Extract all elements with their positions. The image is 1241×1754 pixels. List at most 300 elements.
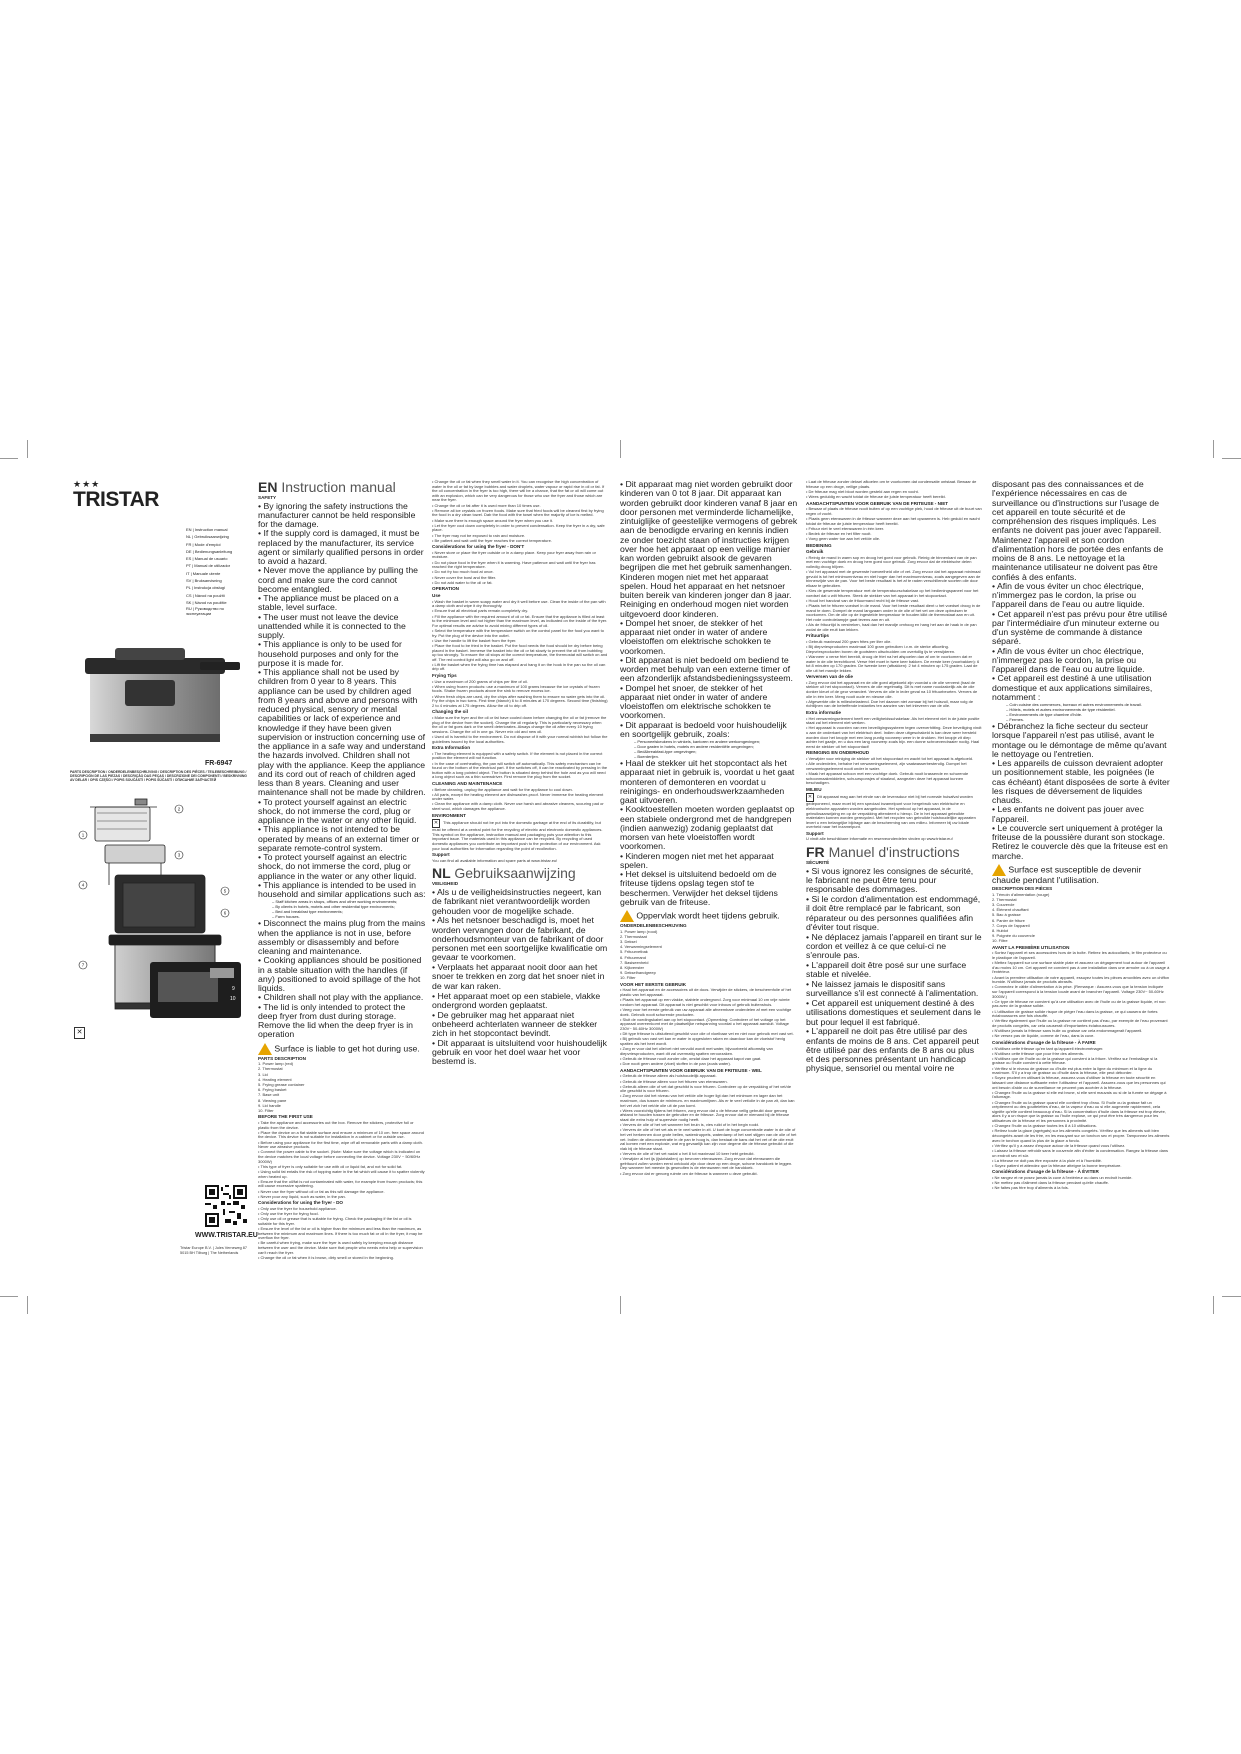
cleaning-item: • Alle onderdelen, behalve het verwarmingselement, zijn vaatwasserbestendig. Dompel het verwarmingselement nooit onder in water. <box>806 761 967 771</box>
environment-body: This appliance should not be put into the domestic garbage at the end of its durability, but must be offered at a central point for the recycling of electric and electronic domestic appliances. This symbol on the appliance, instruction manual and packaging puts your attention to this important issue. The materials used in this appliance can be recycled. By recycling of used domestic appliances you contribute an important push to the protection of our environment. Ask your local authorities for information regarding the point of recollection. <box>432 820 603 851</box>
do-item: • Gebruik de friteuse alleen voor het frituren van etenswaren. <box>620 1078 728 1084</box>
cleaning-heading: CLEANING AND MAINTENANCE <box>432 780 503 786</box>
use-item: • Lift the basket when the frying time has elapsed and hang it on the hook in the pan so the oil can drip off. <box>432 661 606 672</box>
do-item: • N'utilisez que de l'huile ou de la graisse qui convient à la friture. Vérifiez sur l'emballage si la graisse ou l'huile convient à cette friteuse. <box>992 1055 1158 1066</box>
do-item: • Changez l'huile ou la graisse quand elle contient trop d'eau. Si l'huile ou la graisse fait un crépitement ou des gouttelettes d'eau, de la vapeur d'eau ou si elle augmente rapidement, cela signifie qu'elle contient beaucoup d'eau. Si la concentration d'huile dans la friteuse est trop élevée, alors il y a un risque que la graisse ou l'huile explose, ce qui peut être très dangereux pour les utilisateurs de la friteuse et les personnes à proximité. <box>992 1099 1166 1123</box>
do-item: • Remove all ice crystals on frozen foods. Make sure that fried foods will be cleaned first by frying the food in a dry clean towel. Dab the food with the towel when the majority of ice is melted. <box>432 507 604 518</box>
safety-item: • L'appareil doit être posé sur une surface stable et nivelée. <box>806 959 967 980</box>
frying-tips-heading: Frying Tips <box>432 673 457 679</box>
model-number: FR-6947 <box>205 760 233 767</box>
crop-mark <box>620 440 621 458</box>
frying-tip: • Use a maximum of 200 grams of chips per litre of oil. <box>432 678 528 684</box>
changing-oil-heading: Verversen van de olie <box>806 674 853 680</box>
do-item: • Changez l'huile ou la graisse si elle est brune, si elle sent mauvais ou si de la fumée se dégage à l'allumage. <box>992 1089 1167 1100</box>
safety-item: • Het deksel is uitsluitend bedoeld om de friteuse tijdens opslag tegen stof te beschermen. Verwijder het deksel tijdens gebruik van de friteuse. <box>620 869 778 907</box>
do-item: • Gebruik alleen olie of vet dat geschikt is voor frituren. Controleer op de verpakking of het vet/de olie geschikt is voor frituren. <box>620 1083 792 1094</box>
dont-heading: Considerations for using the fryer - DON'T <box>432 544 525 550</box>
hot-surface-warning <box>992 864 1170 885</box>
parts-item: 7. Basiseenheid <box>620 959 649 965</box>
support-heading: Support <box>806 830 824 836</box>
do-item: • Ensure the level of the fat or oil is higher than the minimum and less than the maximum, as between the minimum and maximum lines. If there is too much fat or oil in the fryer, it may be overflow the fryer. <box>258 1226 423 1241</box>
parts-item: 2. Thermostaat <box>620 933 647 939</box>
parts-caption: PARTS DESCRIPTION / ONDERDELENBESCHRIJVING / DESCRIPTION DES PIÈCES / TEILEBESCHREIBUNG / DESCRIPCIÓN DE LAS PIEZAS / DESCRIÇÃO DAS PEÇAS / DESCRIZIONE DEI COMPONENTI / BESKRIVNING AV DELAR / OPIS CZĘŚCI / POPIS SOUČÁSTÍ / POPIS SÚČASTÍ / ОПИСАНИЕ ЗАПЧАСТЕЙ <box>70 770 247 783</box>
section-heading-fr <box>806 845 982 860</box>
crop-mark <box>1222 458 1241 459</box>
use-item: • Fill the appliance with the required amount of oil or fat. Ensure that the appliance is filled at least to the minimum level and not higher than the maximum level, as indicated on the inside of the fryer. For optimal results we advise to avoid mixing different types of oil. <box>432 613 608 628</box>
language-item: EN | Instruction manual <box>186 527 228 532</box>
do-item: • The fryer may not be exposed to rain and moisture. <box>432 532 526 538</box>
do-item: • Wees voorzichtig tijdens het frituren, zorg ervoor dat u de friteuse veilig gebruikt door genoeg afstand te houden tussen de gebruiker en de friteuse. Zorg ervoor dat er niemand bij de friteuse staat die extra hulp of supervisie nodig heeft. <box>620 1107 790 1123</box>
dont-item: • Bewaar of plaats de friteuse nooit buiten of op een vochtige plek, houd de friteuse uit de buurt van regen of vocht. <box>806 506 982 516</box>
dont-item: • Do not add water to the oil or fat. <box>432 579 493 585</box>
parts-item: 4. Heating element <box>258 1076 292 1082</box>
safety-subitem: – Staff kitchen areas in shops, offices and other working environments; <box>272 899 398 905</box>
use-item: • Place the food to be fried in the basket. Put the food needs the food should be dry before being placed in the basket. Immerse the basket into the oil or fat slowly to prevent the oil from bubbling up too strongly. To ensure the oil stops at the correct temperature, the thermostat will switch on and off. The red control light will also go on and off. <box>432 642 608 662</box>
section-heading-nl <box>432 866 608 881</box>
safety-item: • Dit apparaat is uitsluitend voor huishoudelijk gebruik en voor het doel waar het voor bestemd is. <box>432 1037 607 1067</box>
do-item: • Wees geduldig en wacht totdat de friteuse de juiste temperatuur heeft bereikt. <box>806 493 946 499</box>
crop-mark <box>1213 1296 1214 1314</box>
safety-item: • Cet appareil est uniquement destiné à des utilisations domestiques et seulement dans le but pour lequel il est fabriqué. <box>806 998 981 1027</box>
support-text: U vindt alle beschikbare informatie en reserveonderdelen vinden op www.tristar.eu! <box>806 836 953 842</box>
before-item: • Ensure that the oil/fat is not contaminated with water, for example from frozen products; this will cause excessive spattering. <box>258 1178 423 1189</box>
before-item: • Before using your appliance for the first time, wipe off all removable parts with a damp cloth. Never use abrasive products. <box>258 1139 423 1150</box>
before-item: • Never pour any liquid, such as water, in the pan. <box>258 1193 346 1199</box>
use-item: • Plaats het te frituren voedsel in de mand. Voor het beste resultaat dient u het voedsel droog in de mand te doen. Dompel de mand langzaam onder in de olie of het vet om deze opbruisen te voorkomen. Om de olie op de ingestelde temperatuur te houden klikt de thermostaat aan en uit. Het rode controlelampje gaat tevens aan en uit. <box>806 603 981 622</box>
cleaning-item: • Maak het apparaat schoon met een vochtige doek. Gebruik nooit krassende en schurende schoonmaakmiddelen, schuursponsjes of staalwol, aangezien deze het apparaat kunnen beschadigen. <box>806 770 969 786</box>
safety-item: • This appliance is intended to be used in household and similar applications such as: <box>258 879 426 900</box>
parts-item: 3. Couvercle <box>992 901 1015 907</box>
do-item: • Soyez prudent en utilisant la friteuse, assurez-vous d'utiliser la friteuse en toute sécurité en laissant une distance suffisante entre l'utilisateur et l'appareil. Assurez-vous que les personnes qui ont besoin d'aide ou de surveillance ne peuvent pas accéder à la friteuse. <box>992 1075 1166 1090</box>
dont-item: • Ne faites pas frire trop d'aliments à la fois. <box>992 1185 1069 1191</box>
dont-item: • Ne rangez et ne posez jamais la cuve à l'extérieur ou dans un endroit humide. <box>992 1175 1133 1181</box>
safety-subitem: – Farm houses. <box>272 914 300 920</box>
nl-details <box>620 924 798 1176</box>
footer-address: Tristar Europe B.V. | Jules Verneweg 87 5015 BH Tilburg | The Netherlands <box>180 1246 247 1255</box>
crop-mark <box>1222 1296 1241 1297</box>
extra-item: • In the case of overheating, the pan will switch off automatically. This safety mechanism can be found on the bottom of the electrical part. If the switches off, it can be reactivated by pressing in the button with a long pointed object. The button is situated deep behind the hole and as you will need a long object such as a thin screwdriver. First remove the plug from the socket. <box>432 760 608 780</box>
parts-item: 4. Verwarmingselement <box>620 944 662 950</box>
filter-detail-image <box>148 960 243 1020</box>
use-item: • Wash the basket in warm soapy water and dry it well before use. Clean the inside of the pan with a damp cloth and wipe it dry thoroughly. <box>432 598 606 609</box>
safety-item: • To protect yourself against an electric shock, do not immerse the cord, plug or appliance in the water or any other liquid. <box>258 796 417 826</box>
cleaning-heading: REINIGING EN ONDERHOUD <box>806 750 870 756</box>
do-item: • Change the oil or fat after it is used more than 10 times use. <box>432 502 541 508</box>
do-item: • Change the oil or fat when it is brown, dirty smell or stored in the beginning. <box>258 1254 394 1260</box>
before-item: • Place the device on a flat stable surface and ensure a minimum of 10 cm. free space around the device. This device is not suitable for installation in a cabinet or for outside use. <box>258 1129 424 1140</box>
column-en <box>258 480 426 1310</box>
dont-item: • Plaats geen etenswaren in de friteuse wanneer deze aan het opwarmen is. Heb geduld en wacht totdat de friteuse de juiste temperatuur heeft bereikt. <box>806 515 980 526</box>
warning-text: Oppervlak wordt heet tijdens gebruik. <box>636 910 780 921</box>
safety-item: • Haal de stekker uit het stopcontact als het apparaat niet in gebruik is, voordat u het gaat monteren of demonteren en voordat u reinigings- en onderhoudswerkzaamheden gaat uitvoeren. <box>620 758 795 805</box>
extra-item: • Het apparaat is voorzien van een beveiligingssysteem tegen oververhitting. Deze beveiliging vindt u aan de onderkant van het elektrisch deel. Indien deze uitgeschakeld is kan deze weer hersteld worden door het knopje met een lang puntig voorwerp weer in te drukken. Het knopje zit diep achter het gaatje, en u dus een lang voorwerp zoals bijv. een dunne schroevendraaier nodig. Haal eerst de stekker uit het stopcontact! <box>806 725 982 749</box>
parts-item: 5. Bac à graisse <box>992 912 1021 918</box>
first-use-heading: AVANT LA PREMIÈRE UTILISATION <box>992 944 1070 950</box>
extra-item: • The heating element is equipped with a safety switch. If the element is not placed in the correct position the element will not function. <box>432 750 603 761</box>
do-item: • Make sure there is enough space around the fryer when you use it. <box>432 517 554 523</box>
extra-info-heading: Extra informatie <box>806 710 841 716</box>
cleaning-item: • All parts, except the heating element are dishwasher-proof. Never immerse the heating element under water. <box>432 791 604 802</box>
parts-item: 10. Filter <box>620 975 636 981</box>
safety-item: • Afin de vous éviter un choc électrique, n'immergez pas le cordon, la prise ou l'appareil dans de l'eau ou autre liquide. <box>992 645 1145 674</box>
safety-item: disposant pas des connaissances et de l'expérience nécessaires en cas de surveillance ou d'instructions sur l'usage de cet appareil en toute sécurité et de compréhension des risques impliqués. Les enfants ne doivent pas jouer avec l'appareil. Maintenez l'appareil et son cordon d'alimentation hors de portée des enfants de moins de 8 ans. Le nettoyage et la maintenance utilisateur ne doivent pas être confiés à des enfants. <box>992 480 1164 582</box>
use-item: • Reinig de mand in warm sop en droog het goed voor gebruik. Reinig de binnenkant van de pan met een vochtige doek en droog hem goed voor gebruik. Zorg ervoor dat de elektrische delen volledig droog blijven. <box>806 554 977 570</box>
first-use-item: • Dit type friteuse is uitsluitend geschikt voor olie of vloeibaar vet en niet voor gebruik met vast vet. <box>620 1031 794 1037</box>
safety-subitem: – Coin cuisine des commerces, bureaux et autres environnements de travail. <box>1006 702 1142 707</box>
callout-label: 7 <box>81 962 85 968</box>
first-use-item: • Haal het apparaat en de accessoires uit de doos. Verwijder de stickers, de beschermfolie of het plastic van het apparaat. <box>620 987 792 998</box>
use-heading: Gebruik <box>806 549 824 555</box>
oil-item: • Used oil is harmful to the environment. Do not dispose of it with your normal rubbish but follow the guidelines issued by the local authorities. <box>432 733 608 744</box>
fr-details <box>992 887 1170 1191</box>
weee-icon: ✕ <box>74 1027 85 1039</box>
safety-item: • Kinderen mogen niet met het apparaat spelen. <box>620 850 774 870</box>
section-heading-en <box>258 480 426 495</box>
do-heading: AANDACHTSPUNTEN VOOR GEBRUIK VAN DE FRITEUSE - WEL <box>620 1067 762 1073</box>
safety-list <box>258 502 426 1055</box>
environment-text <box>432 819 608 851</box>
safety-item: • The appliance must be placed on a stable, level surface. <box>258 593 399 613</box>
use-item: • Als de frituurtijd is verstreken, haal dan het mandje omhoog en hang het aan de haak in de pan zodat de olie eruit kan lekken. <box>806 622 977 632</box>
safety-item: • Cet appareil n'est pas prévu pour être utilisé par l'intermédiaire d'un minuteur externe ou d'un système de commande à distance séparé. <box>992 608 1168 647</box>
parts-item: 6. Frituurmand <box>620 954 647 960</box>
use-item: • Ensure that all electrical parts remain completely dry. <box>432 608 529 614</box>
section-title: Gebruiksaanwijzing <box>454 865 576 882</box>
oil-item: • Make sure the fryer and the oil or fat have cooled down before changing the oil or fat (remove the plug of the device from the socket). Change the oil regularly. This is particularly necessary when the oil or fat goes dark or the smell deteriorates. Always change the oil after every 10 frying sessions. Change the oil in one go. Never mix old and new oil. <box>432 715 607 734</box>
dont-item: • Never store or place the fryer outside or in a damp place. Keep your fryer away from rain or moisture. <box>432 549 596 560</box>
callout-label: 10 <box>230 996 236 1002</box>
first-use-item: • Ne versez pas de liquide, comme de l'eau, dans la cuve. <box>992 1033 1095 1039</box>
parts-item: 7. Base unit <box>258 1092 280 1098</box>
first-use-item: • Plaats het apparaat op een vlakke, stabiele ondergrond. Zorg voor minimaal 10 cm vrije ruimte rondom het apparaat. Dit apparaat is niet geschikt voor inbouw of gebruik buitenshuis. <box>620 997 790 1007</box>
safety-item: • Als het netsnoer beschadigd is, moet het worden vervangen door de fabrikant, de onderhoudsmonteur van de fabrikant of door personen met een soortgelijke kwalificatie om gevaar te voorkomen. <box>432 915 608 963</box>
before-item: • Take the appliance and accessories out the box. Remove the stickers, protective foil or plastic from the device. <box>258 1120 414 1130</box>
safety-subitem: – Bed and breakfast type environments; <box>272 909 343 915</box>
do-item: • La friteuse ne doit pas être exposée à la pluie et à l'humidité. <box>992 1157 1103 1163</box>
operation-heading: OPERATION <box>432 586 459 592</box>
environment-heading: ENVIRONMENT <box>432 812 466 818</box>
parts-item: 4. Élément chauffant <box>992 907 1029 913</box>
safety-subitem: – Door gasten in hotels, motels en andere residentiële omgevingen; <box>634 744 754 749</box>
callout-label: 6 <box>223 910 227 916</box>
qr-code <box>205 1185 247 1227</box>
parts-item: 9. Lid handle <box>258 1102 281 1108</box>
safety-list <box>806 867 982 1074</box>
frying-tips-heading: Frituurtips <box>806 633 829 639</box>
parts-item: 5. Frituurvetbak <box>620 949 648 955</box>
warning-icon <box>620 910 634 922</box>
safety-item: • Children shall not play with the appliance. <box>258 992 424 1003</box>
warning-text: Surface is liable to get hot during use. <box>274 1042 420 1053</box>
hot-surface-warning <box>620 910 798 922</box>
dont-item: • Frituur niet te veel etenswaren in één keer. <box>806 525 885 531</box>
oil-item: • Afgewerkte olie is milieubelastend. Doe het daarom niet zomaar bij het huisvuil, maar volg de richtlijnen van de betreffende instanties ten aanzien van het inleveren van de olie. <box>806 698 974 709</box>
safety-item: • To protect yourself against an electric shock, do not immerse the cord, plug or appliance in the water or any other liquid. <box>258 852 417 881</box>
parts-block <box>258 1057 426 1261</box>
do-item: • Vérifiez si le niveau de graisse ou d'huile est plus entre la ligne du minimum et la ligne du maximum. S'il y a trop de graisse ou d'huile dans la friteuse, elle peut déborder. <box>992 1065 1153 1076</box>
dont-heading: Considérations d'usage de la friteuse - À ÉVITER <box>992 1169 1099 1175</box>
language-item: RU | Руководство по эксплуатации <box>186 606 224 617</box>
callout-label: 5 <box>223 888 227 894</box>
safety-item: • Si le cordon d'alimentation est endommagé, il doit être remplacé par le fabricant, son réparateur ou des personnes qualifiées afin d'éviter tout risque. <box>806 894 981 932</box>
do-item: • Laissez la friteuse refroidir sans le couvercle afin d'éviter la condensation. Rangez la friteuse dans un endroit sec et sûr. <box>992 1147 1169 1158</box>
do-heading: Considérations d'usage de la friteuse - À FAIRE <box>992 1039 1096 1045</box>
crop-mark <box>1213 440 1214 458</box>
changing-oil-heading: Changing the oil <box>432 709 468 715</box>
first-use-item: • Doe nooit geen andere (vloei) stoffen in de pan (zoals water). <box>620 1061 731 1067</box>
safety-item: • L'appareil ne doit pas être utilisé par des enfants de moins de 8 ans. Cet appareil peut être utilisé par des enfants de 8 ans ou plus et des personnes présentant un handicap physique, sensoriel ou mental voire ne <box>806 1026 979 1074</box>
dont-item: • Ne mettez pas d'aliment dans la friteuse pendant qu'elle chauffe. <box>992 1180 1109 1186</box>
before-item: • This type of fryer is only suitable for use with oil or liquid fat, and not for solid fat. <box>258 1163 403 1169</box>
warning-icon <box>258 1043 272 1055</box>
safety-list <box>432 888 608 1067</box>
safety-item: • Les appareils de cuisson devraient adopter un positionnement stable, les poignées (le cas échéant) étant disposées de sorte à éviter les risques de déversement de liquides chauds. <box>992 758 1170 805</box>
use-item: • Select the temperature with the temperature switch on the control panel for the food you want to fry. Put the plug of the device into the outlet. <box>432 627 604 638</box>
dont-heading: AANDACHTSPUNTEN VOOR GEBRUIK VAN DE FRITEUSE - NIET <box>806 500 949 506</box>
column-nl-fr <box>806 480 982 1310</box>
column-nl-continued <box>620 480 798 1310</box>
safety-list <box>992 480 1170 885</box>
before-item: • Using solid fat entails the risk of topping water in the fat which will cause it to spatter violently when heated up. <box>258 1168 425 1179</box>
callout-label: 4 <box>81 882 85 888</box>
language-item: PL | Instrukcja obsługi <box>186 585 225 591</box>
parts-item: 1. Témoin d'alimentation (rouge) <box>992 891 1050 897</box>
safety-item: • This appliance shall not be used by children from 0 year to 8 years. This appliance can be used by children aged from 8 years and above and persons with reduced physical, sensory or mental capabilities or lack of experience and knowledge if they have been given supervision or instruction concerning use of the appliance in a safe way and understand the hazards involved. Children shall not play with the appliance. Keep the appliance and its cord out of reach of children aged less than 8 years. Cleaning and user maintenance shall not be made by children. <box>258 667 426 798</box>
parts-item: 1. Power lamp (rood) <box>620 928 658 934</box>
lang-code: NL <box>432 865 451 882</box>
do-item: • Verwijder al het ijs (ijskristallen) op bevroren etenswaren. Zorg ervoor dat etenswaren die gefrituurd zullen worden eerst ontdooid zijn door deze op een droge, schone handdoek te leggen. Dep wanneer het meeste ijs gesmolten is de etenswaren met de handdoek. <box>620 1156 793 1171</box>
frying-tip: • When using frozen products: use a maximum of 100 grams because the ice crystals of frozen foods. Shake frozen products above the sink to remove excess ice. <box>432 683 600 694</box>
callout-label: 9 <box>232 986 235 992</box>
safety-item: • Never move the appliance by pulling the cord and make sure the cord cannot become entangled. <box>258 565 418 594</box>
do-item: • Change the oil or fat when they smell water in it. You can recognise the high concentration of water in the oil or fat by large bubbles and water droplets, water vapour or rapid rise in oil or fat. If the oil concentration in the fryer is too high, there will be a chance, that the fat or oil will come out with an explosion, which can be very dangerous for those who use the fryer and those which are near the fryer. <box>432 480 605 503</box>
safety-list <box>620 480 798 922</box>
callout-label: 2 <box>177 806 181 812</box>
parts-item: 2. Thermostat <box>992 896 1017 902</box>
safety-item: • Cooking appliances should be positioned in a stable situation with the handles (if any) positioned to avoid spillage of the hot liquids. <box>258 955 422 994</box>
language-item: FR | Mode d'emploi <box>186 541 221 547</box>
do-item: • Retirez toute la glace (agrégats) sur les aliments congelés. Vérifiez que les aliments soit bien décongelés avant de les frire, en les essuyant sur un torchon sec et propre. Tamponnez les aliments avec le torchon quand la plus de la glace a fondu. <box>992 1128 1170 1143</box>
frying-tip: • Bij diepvriesproducten maximaal 100 gram gebruiken i.v.m. de sterke afkoeling. Diepvriesproducten boven de gootsteen uitschudden om overtollig ijs te verwijderen. <box>806 644 956 654</box>
parts-item: 10. Filtre <box>992 938 1008 944</box>
safety-item: • By ignoring the safety instructions the manufacturer cannot be held responsible for the damage. <box>258 500 416 530</box>
safety-item: • This appliance is only to be used for household purposes and only for the purpose it is made for. <box>258 639 402 668</box>
safety-item: • Het apparaat moet op een stabiele, vlakke ondergrond worden geplaatst. <box>432 990 601 1010</box>
parts-item: 7. Corps de l'appareil <box>992 922 1030 928</box>
first-use-item: • Avant la première utilisation de votre appareil, essuyez toutes les pièces amovibles avec un chiffon humide. N'utilisez jamais de produits abrasifs. <box>992 974 1170 985</box>
dont-item: • Never cover the bowl and the filter. <box>432 574 497 580</box>
product-image <box>70 640 250 750</box>
do-item: • Ververs de olie of het vet wanneer het bruin is, vies ruikt of in het begin rookt. <box>620 1122 760 1128</box>
environment-text <box>806 793 982 830</box>
weee-icon: ✕ <box>807 794 813 801</box>
language-item: PT | Manual de utilizador <box>186 563 231 569</box>
support-heading: Support <box>432 852 450 858</box>
first-use-item: • Sluit de voedingskabel aan op het stopcontact. (Opmerking: Controleer of het voltage op het apparaat overeenkomt met de plaatselijke netspanning voordat u het apparaat aansluit. Voltage 230V~ 50-60Hz 3000W) <box>620 1016 790 1031</box>
safety-item: • Débranchez la fiche secteur du secteur lorsque l'appareil n'est pas utilisé, avant le montage ou le démontage de même qu'avant le nettoyage ou l'entretien. <box>992 721 1167 759</box>
parts-item: 10. Filter <box>258 1107 274 1113</box>
first-use-item: • Veeg voor het eerste gebruik van uw apparaat alle afneembare onderdelen af met een vochtige doek. Gebruik nooit schurende producten. <box>620 1007 792 1017</box>
safety-subitem: – Bed&breakfast-type omgevingen; <box>634 749 697 754</box>
dont-item: • Voeg geen water toe aan het vet/de olie. <box>806 536 881 542</box>
safety-item: • Les enfants ne doivent pas jouer avec l'appareil. <box>992 804 1144 824</box>
cleaning-item: • Clean the appliance with a damp cloth. Never use harsh and abrasive cleaners, scouring pad or steel wool, which damages the appliance. <box>432 801 604 812</box>
safety-item: • Dit apparaat is bedoeld voor huishoudelijk en soortgelijk gebruik, zoals: <box>620 719 787 739</box>
brand-logo <box>73 480 183 511</box>
safety-subitem: – Environnements de type chambre d'hôte. <box>1006 712 1083 717</box>
language-item: CS | Návod na použití <box>186 592 225 598</box>
safety-subitem: – By clients in hotels, motels and other residential type environments; <box>272 904 395 910</box>
environment-body: Dit apparaat mag aan het einde van de levensduur niet bij het normale huisafval worden gedeponeerd, maar moet bij een speciaal inzamelpunt voor hergebruik van elektrische en elektronische apparaten worden aangeboden. Het symbool op het apparaat, in de gebruiksaanwijzing en op de verpakking attendeert u hierop. De in het apparaat gebruikte materialen kunnen worden gerecycled. Met het recyclen van gebruikte huishoudelijke apparaten levert u een belangrijke bijdrage aan de bescherming van ons milieu. Informeer bij uw lokale overheid naar het inzamelpunt. <box>806 794 976 830</box>
warning-text: Surface est susceptible de devenir chaude pendant l'utilisation. <box>992 864 1142 885</box>
use-item: • Kies de gewenste temperatuur met de temperatuurschakelaar op het bedieningspaneel voor het voedsel dat u wilt frituren. Steek de stekker van het apparaat in het stopcontact. <box>806 588 979 598</box>
parts-item: 8. Kijkvenster <box>620 964 645 970</box>
safety-subitem: – Personeelskeukens in winkels, kantoren en andere werkomgevingen; <box>634 739 761 744</box>
do-item: • Soyez patient et attendez que la friteuse atteigne la bonne température. <box>992 1162 1122 1168</box>
callout-label: 3 <box>177 852 181 858</box>
parts-item: 3. Deksel <box>620 938 637 944</box>
safety-item: • Ne déplacez jamais l'appareil en tirant sur le cordon et veillez à ce que celui-ci ne s'enroule pas. <box>806 931 982 961</box>
parts-item: 1. Power lamp (red) <box>258 1061 294 1067</box>
safety-item: • Cet appareil est destiné à une utilisation domestique et aux applications similaires, notamment : <box>992 673 1153 702</box>
do-item: • N'utilisez cette friteuse qu'en tant qu'appareil électroménager. <box>992 1045 1104 1051</box>
safety-item: • This appliance is not intended to be operated by means of an external timer or separate remote-control system. <box>258 824 420 853</box>
safety-item: • Ne laissez jamais le dispositif sans surveillance s'il est connecté à l'alimentation. <box>806 979 979 999</box>
do-item: • Changez l'huile ou la graisse toutes les 8 à 10 utilisations. <box>992 1123 1097 1129</box>
parts-heading: DESCRIPTION DES PIÈCES <box>992 886 1053 891</box>
do-item: • Ververs de olie of het vet als er te veel water in zit. U kunt de hoge concentratie water in de olie of het vet herkennen door grote bellen, waterdruppels, waterdamp of het snel stijgen van de olie of het vet. Indien de olieconcentratie in de pan te hoog is, dan bestaat de kans dat het vet of de olie eruit zal komen met een explosie, wat erg gevaarlijk kan zijn voor degene die de friteuse gebruikt of die vlak bij de friteuse staat. <box>620 1127 797 1151</box>
language-item: SV | Bruksanvisning <box>186 578 222 584</box>
first-use-item: • Vérifiez également que l'huile ou la graisse ne contient pas d'eau, par exemple de l'eau provenant de produits congelés, car cela causerait d'importantes éclaboussures. <box>992 1018 1168 1028</box>
do-item: • Let the fryer cool down completely in order to prevent condensation. Keep the fryer in a dry, safe place. <box>432 522 605 533</box>
do-item: • Only use the fryer for frying food. <box>258 1211 319 1217</box>
do-item: • De friteuse mag niet bloot worden gesteld aan regen en vocht. <box>806 488 919 494</box>
operation-heading: BEDIENING <box>806 542 832 548</box>
safety-item: • Dompel het snoer, de stekker of het apparaat niet onder in water of andere vloeistoffen om elektrische schokken te voorkomen. <box>620 682 771 721</box>
safety-subitem: – Hôtels, motels et autres environnements de type résidentiel. <box>1006 707 1116 712</box>
parts-item: 8. Viewing pane <box>258 1097 287 1103</box>
column-en-continued <box>432 480 608 1310</box>
safety-heading: SÉCURITÉ <box>806 860 830 866</box>
footer-website: WWW.TRISTAR.EU <box>195 1232 258 1239</box>
first-use-heading: VOOR HET EERSTE GEBRUIK <box>620 981 687 987</box>
dont-item: • Bedek de friteuse en het filter nooit. <box>806 530 872 536</box>
support-text: You can find all available information and spare parts at www.tristar.eu! <box>432 857 558 863</box>
first-use-item: • Connectez le câble d'alimentation à la prise. (Remarque : Assurez-vous que la tension indiquée sur l'appareil correspond à la tension locale avant de brancher l'appareil. Voltage 230V~ 50-60Hz 3000W.) <box>992 984 1164 999</box>
safety-item: • The user must not leave the device unattended while it is connected to the supply. <box>258 611 406 641</box>
do-item: • Gebruik de friteuse alleen als huishoudelijk apparaat. <box>620 1073 717 1079</box>
dont-item: • Do not place food in the fryer when it is warming. Have patience and wait until the fryer has reached the right temperature. <box>432 559 596 570</box>
crop-mark <box>27 440 28 458</box>
first-use-item: • L'utilisation de graisse solide risque de piéger l'eau dans la graisse, ce qui causera de fortes éclaboussures une fois chauffé. <box>992 1008 1158 1019</box>
section-title: Instruction manual <box>281 480 396 495</box>
safety-item: • Afin de vous éviter un choc électrique, n'immergez pas le cordon, la prise ou l'appareil dans de l'eau ou autre liquide. <box>992 580 1145 610</box>
safety-item: • Verplaats het apparaat nooit door aan het snoer te trekken en zorg dat het snoer niet in de war kan raken. <box>432 962 605 991</box>
parts-item: 9. Poignée du couvercle <box>992 933 1035 939</box>
safety-item: • Kooktoestellen moeten worden geplaatst op een stabiele ondergrond met de handgrepen (indien aanwezig) zodanig geplaatst dat morsen van hete vloeistoffen wordt voorkomen. <box>620 804 795 852</box>
do-item: • N'utilisez cette friteuse que pour frire des aliments. <box>992 1050 1084 1056</box>
before-item: • Connect the power cable to the socket. (Note: Make sure the voltage which is indicated on the device matches the local voltage before connecting the device. Voltage 230V ~ 50/60Hz 3000W) <box>258 1149 421 1164</box>
language-item: ES | Manual de usuario <box>186 556 228 562</box>
column-fr-continued <box>992 480 1170 1310</box>
use-item: • Vul het apparaat met de gewenste hoeveelheid olie of vet. Zorg ervoor dat het apparaat minimaal gevuld is tot het minimumniveau en niet hoger dan het maximumniveau, zoals aangegeven aan de binnenzijde van de pan. Voor het beste resultaat is het af te raden verschillende soorten olie door elkaar te gebruiken. <box>806 569 981 589</box>
safety-item: • Dit apparaat mag niet worden gebruikt door kinderen van 0 tot 8 jaar. Dit apparaat kan worden gebruikt door kinderen vanaf 8 jaar en door personen met verminderde lichamelijke, zintuiglijke of geestelijke vermogens of gebrek aan de benodigde ervaring en kennis indien ze onder toezicht staan of instructies krijgen over hoe het apparaat op een veilige manier kan worden gebruikt alsook de gevaren begrijpen die met het gebruik samenhangen. Kinderen mogen niet met het apparaat spelen. Houd het apparaat en het netsnoer buiten bereik van kinderen jonger dan 8 jaar. Reiniging en onderhoud mogen niet worden uitgevoerd door kinderen. <box>620 480 798 619</box>
language-list <box>186 526 246 616</box>
first-use-item: • Sortez l'appareil et ses accessoires hors de la boîte. Retirez les autocollants, le film protecteur ou le plastique de l'appareil. <box>992 950 1167 961</box>
before-item: • Never use the fryer without oil or fat as this will damage the appliance. <box>258 1188 385 1194</box>
do-item: • Laat de friteuse zonder deksel afkoelen om te voorkomen dat condensatie ontstaat. Bewaar de friteuse op een droge, veilige plaats. <box>806 480 977 489</box>
language-item: NL | Gebruiksaanwijzing <box>186 534 229 540</box>
parts-heading: PARTS DESCRIPTION <box>258 1055 306 1061</box>
parts-item: 3. Lid <box>258 1071 268 1077</box>
dont-item: • Do not fry too much food at once. <box>432 569 494 575</box>
parts-item: 8. Hublot <box>992 927 1009 933</box>
do-item: • Only use oil or grease that is suitable for frying. Check the packaging if the fat or oil is suitable for this fryer. <box>258 1216 412 1226</box>
language-item: SK | Návod na použitie <box>186 599 227 605</box>
safety-item: • If the supply cord is damaged, it must be replaced by the manufacturer, its service agent or similarly qualified persons in order to avoid a hazard. <box>258 528 424 567</box>
extra-item: • Het verwarmingselement heeft een veiligheidsschakelaar. Als het element niet in de juiste positie staat zal het element niet werken. <box>806 715 980 726</box>
do-heading: Considerations for using the fryer - DO <box>258 1200 343 1206</box>
use-item: • Use the handle to lift the basket from the fryer. <box>432 637 517 643</box>
brand-name: TRISTAR <box>73 488 159 511</box>
language-item: IT | Manuale utente <box>186 570 221 576</box>
safety-item: • Dit apparaat is niet bedoeld om bediend te worden met behulp van een externe timer of een afzonderlijk afstandsbedieningssysteem. <box>620 654 793 684</box>
lang-code: FR <box>806 844 825 861</box>
language-item: DE | Bedienungsanleitung <box>186 548 233 554</box>
use-item: • Houd het handvat van de frituurmand recht bij de friteuse vast. <box>806 598 920 603</box>
parts-heading: ONDERDELENBESCHRIJVING <box>620 923 687 928</box>
cleaning-item: • Before cleaning, unplug the appliance and wait for the appliance to cool down. <box>432 786 573 792</box>
parts-item: 6. Panier de friture <box>992 917 1025 923</box>
hot-surface-warning <box>258 1043 426 1055</box>
parts-item: 2. Thermostat <box>258 1066 283 1072</box>
safety-subitem: – Fermes. <box>1006 717 1025 722</box>
safety-item: • Als u de veiligheidsinstructies negeert, kan de fabrikant niet verantwoordelijk worden gehouden voor de mogelijke schade. <box>432 887 602 916</box>
weee-icon: ✕ <box>433 820 439 827</box>
crop-mark <box>0 458 18 459</box>
crop-mark <box>0 1296 18 1297</box>
safety-item: • The lid is only intended to protect the deep fryer from dust during storage. Remove the lid when the deep fryer is in operation <box>258 1001 414 1040</box>
first-use-item: • Zorg er voor dat het olie/vet niet vervuild wordt met water, bijvoorbeeld afkomstig van diepvriesproducten, want dit zal overmatig spatten veroorzaken. <box>620 1046 773 1056</box>
cleaning-item: • Verwijder voor reiniging de stekker uit het stopcontact en wacht tot het apparaat is afgekoeld. <box>806 755 974 761</box>
safety-item: • Le couvercle sert uniquement à protéger la friteuse de la poussière durant son stockage. Retirez le couvercle dès que la friteuse est en marche. <box>992 822 1168 861</box>
do-item: • Be careful when frying, make sure the fryer is used safely by keeping enough distance between the user and the device. Make sure that people who needs extra help or supervision can't reach the fryer. <box>258 1240 423 1255</box>
extra-info-heading: Extra Information <box>432 745 471 751</box>
before-heading: BEFORE THE FIRST USE <box>258 1114 313 1120</box>
first-use-item: • Ce type de friteuse ne convient qu'à une utilisation avec de l'huile ou de la graisse liquide, et non pas avec de la graisse solide. <box>992 998 1166 1009</box>
callout-label: 1 <box>81 832 85 838</box>
safety-item: • Dompel het snoer, de stekker of het apparaat niet onder in water of andere vloeistoffen om elektrische schokken te voorkomen. <box>620 617 771 656</box>
safety-item: • De gebruiker mag het apparaat niet onbeheerd achterlaten wanneer de stekker zich in het stopcontact bevindt. <box>432 1009 598 1039</box>
parts-item: 9. Dekselhandgreep <box>620 970 656 976</box>
do-item: • Ververs de olie of het vet nadat u het 8 tot maximaal 10 keer hebt gebruikt. <box>620 1150 755 1156</box>
frying-tip: • Gebruik maximaal 200 gram frites per liter olie. <box>806 638 892 644</box>
first-use-item: • Gebruik de friteuse nooit zonder olie, omdat daar het apparaat kapot van gaat. <box>620 1055 762 1061</box>
lang-code: EN <box>258 480 278 495</box>
do-item: • Be patient and wait until the fryer reaches the correct temperature. <box>432 537 552 543</box>
parts-item: 5. Frying grease container <box>258 1081 305 1087</box>
safety-heading: SAFETY <box>258 495 277 500</box>
parts-item: 6. Frying basket <box>258 1087 287 1093</box>
oil-item: • Zorg ervoor dat het apparaat en de olie goed afgekoeld zijn voordat u de olie ververst (haal de stekker uit het stopcontact). Ververs de olie regelmatig. Dit is met name noodzakelijk als de olie donker kleurt of de geur verandert. Ververs de olie in ieder geval na 10 frituurbeurten. Ververs de olie in één keer. Meng nooit oude en nieuwe olie. <box>806 679 978 699</box>
first-use-item: • N'utilisez jamais la friteuse sans huile ou graisse car cela endommagerait l'appareil. <box>992 1028 1143 1034</box>
frying-tip: • Wanneer u verse friet bereidt, droog de friet na het afspoelen dan af om te voorkomen dat er water in de olie terechtkomt. Verse friet moet in twee keer bakken. De eerste keer (voorbakken): 6 tot 8 minuten op 170 graden. De tweede keer (afbakken): 2 tot 4 minuten op 175 graden. Laat de olie uit het mandje lekken. <box>806 653 980 673</box>
first-use-item: • Mettez l'appareil sur une surface stable plate et assurez un dégagement tout autour de l'appareil d'au moins 10 cm. Cet appareil ne convient pas à une installation dans une armoire ou à un usage à l'extérieur. <box>992 960 1170 975</box>
safety-item: • Disconnect the mains plug from the mains when the appliance is not in use, before assembly or disassembly and before cleaning and maintenance. <box>258 918 426 957</box>
brand-stars: ★★★ <box>73 479 101 489</box>
section-title: Manuel d'instructions <box>828 844 960 861</box>
do-item: • Only use the fryer for household appliance. <box>258 1205 337 1211</box>
